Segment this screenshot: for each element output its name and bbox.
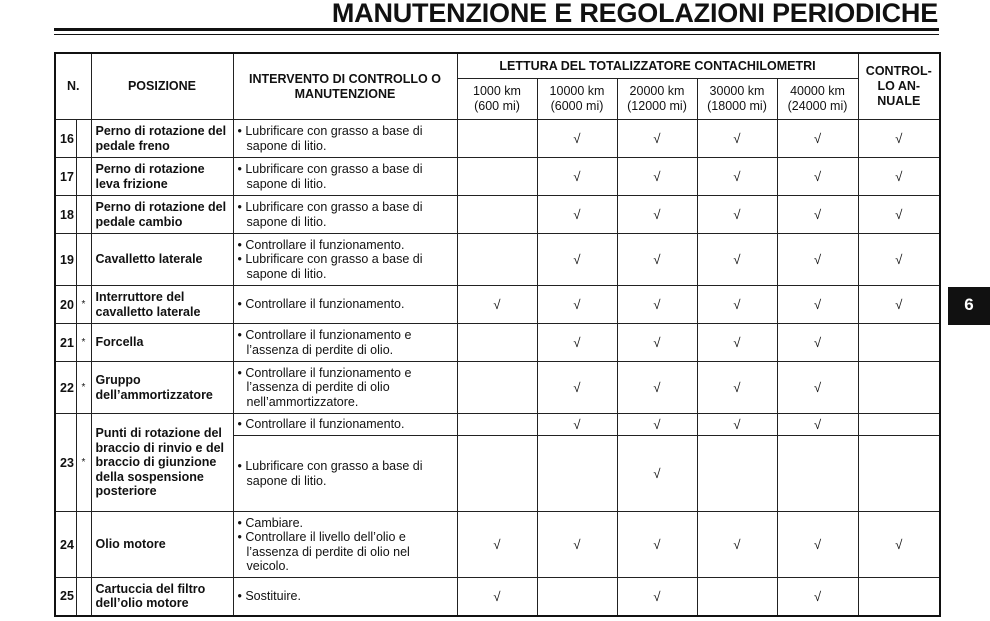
table-row — [55, 286, 940, 324]
row-number: 24 — [55, 512, 76, 578]
check-mark-icon: √ — [573, 131, 581, 146]
check-mark-icon: √ — [895, 297, 903, 312]
annual-check-cell — [858, 234, 940, 286]
check-mark-icon: √ — [573, 252, 581, 267]
table-row — [55, 120, 940, 158]
interval-check-cell — [537, 414, 617, 436]
interval-check-cell — [777, 286, 858, 324]
row-position: Cavalletto laterale — [91, 234, 233, 286]
interval-check-cell — [537, 578, 617, 616]
check-mark-icon: √ — [493, 297, 501, 312]
header-km-1: 1000 km (600 mi) — [457, 79, 537, 120]
row-action — [233, 286, 457, 324]
row-action — [233, 158, 457, 196]
interval-check-cell — [457, 512, 537, 578]
check-mark-icon: √ — [653, 335, 661, 350]
table-row — [55, 158, 940, 196]
interval-check-cell — [457, 436, 537, 512]
table-row — [55, 234, 940, 286]
check-mark-icon: √ — [895, 207, 903, 222]
interval-check-cell — [457, 196, 537, 234]
row-action — [233, 578, 457, 616]
interval-check-cell — [537, 436, 617, 512]
row-position: Cartuccia del filtro dell’olio motore — [91, 578, 233, 616]
table-row — [55, 578, 940, 616]
row-action — [233, 324, 457, 362]
interval-check-cell — [537, 512, 617, 578]
header-odometer: LETTURA DEL TOTALIZZATORE CONTACHILOMETRI — [457, 53, 858, 79]
row-position: Perno di rotazione del pedale cambio — [91, 196, 233, 234]
check-mark-icon: √ — [653, 417, 661, 432]
header-action: INTERVENTO DI CONTROLLO O MANUTENZIONE — [233, 53, 457, 120]
row-action — [233, 120, 457, 158]
annual-check-cell — [858, 578, 940, 616]
interval-check-cell — [777, 578, 858, 616]
annual-check-cell — [858, 414, 940, 436]
check-mark-icon: √ — [813, 207, 822, 222]
interval-check-cell — [457, 414, 537, 436]
check-mark-icon: √ — [653, 207, 661, 222]
header-km-2: 10000 km (6000 mi) — [537, 79, 617, 120]
annual-check-cell — [858, 196, 940, 234]
row-number: 18 — [55, 196, 76, 234]
interval-check-cell — [457, 324, 537, 362]
interval-check-cell — [777, 196, 858, 234]
maintenance-table — [54, 52, 941, 617]
row-action — [233, 234, 457, 286]
interval-check-cell — [617, 362, 697, 414]
row-number: 17 — [55, 158, 76, 196]
table-row — [55, 196, 940, 234]
interval-check-cell — [697, 286, 777, 324]
header-annual: CONTROL-LO AN-NUALE — [858, 53, 940, 120]
header-km-5: 40000 km (24000 mi) — [777, 79, 858, 120]
check-mark-icon: √ — [733, 169, 741, 184]
check-mark-icon: √ — [733, 417, 741, 432]
annual-check-cell — [858, 120, 940, 158]
interval-check-cell — [617, 196, 697, 234]
check-mark-icon: √ — [653, 466, 661, 481]
check-mark-icon: √ — [733, 297, 741, 312]
action-item: • Controllare il funzionamento. — [237, 297, 405, 312]
action-item: • Cambiare. — [237, 515, 304, 530]
check-mark-icon: √ — [733, 380, 741, 395]
check-mark-icon: √ — [653, 297, 661, 312]
row-action — [233, 362, 457, 414]
row-position: Gruppo dell’ammortizzatore — [91, 362, 233, 414]
row-position: Perno di rotazione leva frizione — [91, 158, 233, 196]
row-star-marker: * — [76, 414, 91, 512]
row-number: 22 — [55, 362, 76, 414]
check-mark-icon: √ — [573, 537, 581, 552]
annual-check-cell — [858, 286, 940, 324]
row-position: Punti di rotazione del braccio di rinvio e del braccio di giunzione della sospensione posteriore — [91, 414, 233, 512]
row-number: 25 — [55, 578, 76, 616]
interval-check-cell — [697, 414, 777, 436]
interval-check-cell — [537, 362, 617, 414]
interval-check-cell — [697, 196, 777, 234]
header-km-4: 30000 km (18000 mi) — [697, 79, 777, 120]
check-mark-icon: √ — [813, 252, 822, 267]
interval-check-cell — [777, 234, 858, 286]
row-star-marker: * — [76, 362, 91, 414]
interval-check-cell — [537, 286, 617, 324]
row-number: 16 — [55, 120, 76, 158]
interval-check-cell — [697, 120, 777, 158]
check-mark-icon: √ — [573, 297, 581, 312]
action-item: • Controllare il funzionamento e l’assenza di perdite di olio. — [237, 328, 412, 357]
interval-check-cell — [617, 578, 697, 616]
title-rule — [54, 28, 939, 31]
interval-check-cell — [697, 234, 777, 286]
section-tab: 6 — [948, 287, 990, 325]
interval-check-cell — [697, 512, 777, 578]
interval-check-cell — [617, 324, 697, 362]
interval-check-cell — [777, 512, 858, 578]
check-mark-icon: √ — [813, 297, 822, 312]
check-mark-icon: √ — [573, 169, 581, 184]
annual-check-cell — [858, 362, 940, 414]
annual-check-cell — [858, 436, 940, 512]
check-mark-icon: √ — [493, 588, 501, 604]
check-mark-icon: √ — [733, 252, 741, 267]
interval-check-cell — [537, 324, 617, 362]
interval-check-cell — [777, 436, 858, 512]
interval-check-cell — [617, 234, 697, 286]
row-star-marker: * — [76, 324, 91, 362]
check-mark-icon: √ — [573, 380, 581, 395]
row-number: 21 — [55, 324, 76, 362]
row-position: Olio motore — [91, 512, 233, 578]
check-mark-icon: √ — [573, 335, 581, 350]
interval-check-cell — [617, 512, 697, 578]
header-position: POSIZIONE — [91, 53, 233, 120]
check-mark-icon: √ — [813, 131, 822, 146]
action-item: • Controllare il funzionamento. — [237, 417, 405, 432]
check-mark-icon: √ — [653, 252, 661, 267]
table-row — [55, 512, 940, 578]
row-number: 23 — [55, 414, 76, 512]
interval-check-cell — [777, 120, 858, 158]
row-position: Perno di rotazione del pedale freno — [91, 120, 233, 158]
interval-check-cell — [537, 158, 617, 196]
action-item: • Sostituire. — [237, 589, 301, 603]
row-star-marker — [76, 158, 91, 196]
annual-check-cell — [858, 512, 940, 578]
row-star-marker — [76, 196, 91, 234]
interval-check-cell — [697, 324, 777, 362]
annual-check-cell — [858, 158, 940, 196]
check-mark-icon: √ — [813, 588, 822, 604]
check-mark-icon: √ — [813, 335, 822, 350]
interval-check-cell — [617, 286, 697, 324]
row-action — [233, 414, 457, 436]
action-item: • Lubrificare con grasso a base di sapone di litio. — [237, 162, 423, 191]
check-mark-icon: √ — [813, 417, 822, 432]
row-position: Forcella — [91, 324, 233, 362]
interval-check-cell — [777, 362, 858, 414]
interval-check-cell — [697, 436, 777, 512]
page-title: MANUTENZIONE E REGOLAZIONI PERIODICHE — [331, 0, 938, 28]
check-mark-icon: √ — [813, 380, 822, 395]
interval-check-cell — [697, 362, 777, 414]
interval-check-cell — [697, 578, 777, 616]
check-mark-icon: √ — [653, 588, 661, 604]
interval-check-cell — [777, 414, 858, 436]
interval-check-cell — [617, 436, 697, 512]
check-mark-icon: √ — [733, 131, 741, 146]
check-mark-icon: √ — [813, 169, 822, 184]
check-mark-icon: √ — [653, 380, 661, 395]
header-n: N. — [55, 53, 91, 120]
header-km-3: 20000 km (12000 mi) — [617, 79, 697, 120]
interval-check-cell — [617, 158, 697, 196]
interval-check-cell — [457, 120, 537, 158]
action-item: • Controllare il funzionamento e l’assenza di perdite di olio nell’ammortizzatore. — [237, 365, 412, 409]
row-star-marker: * — [76, 286, 91, 324]
interval-check-cell — [457, 234, 537, 286]
action-item: • Lubrificare con grasso a base di sapone di litio. — [237, 200, 423, 229]
row-action — [233, 436, 457, 512]
interval-check-cell — [457, 578, 537, 616]
action-item: • Controllare il funzionamento. — [237, 237, 405, 252]
interval-check-cell — [777, 158, 858, 196]
table-row — [55, 414, 940, 436]
row-star-marker — [76, 512, 91, 578]
interval-check-cell — [457, 362, 537, 414]
interval-check-cell — [537, 120, 617, 158]
interval-check-cell — [777, 324, 858, 362]
check-mark-icon: √ — [895, 537, 903, 552]
check-mark-icon: √ — [653, 169, 661, 184]
row-star-marker — [76, 120, 91, 158]
check-mark-icon: √ — [493, 537, 501, 552]
action-item: • Lubrificare con grasso a base di sapone di litio. — [237, 252, 423, 281]
action-item: • Lubrificare con grasso a base di sapone di litio. — [237, 124, 423, 153]
row-star-marker — [76, 578, 91, 616]
action-item: • Lubrificare con grasso a base di sapone di litio. — [237, 459, 423, 488]
interval-check-cell — [537, 196, 617, 234]
title-rule-thin — [54, 34, 939, 35]
row-star-marker — [76, 234, 91, 286]
check-mark-icon: √ — [573, 417, 581, 432]
interval-check-cell — [617, 414, 697, 436]
interval-check-cell — [457, 158, 537, 196]
check-mark-icon: √ — [733, 335, 741, 350]
row-position: Interruttore del cavalletto laterale — [91, 286, 233, 324]
row-number: 19 — [55, 234, 76, 286]
row-action — [233, 512, 457, 578]
check-mark-icon: √ — [733, 207, 741, 222]
check-mark-icon: √ — [813, 537, 822, 552]
table-row — [55, 324, 940, 362]
interval-check-cell — [617, 120, 697, 158]
row-number: 20 — [55, 286, 76, 324]
annual-check-cell — [858, 324, 940, 362]
check-mark-icon: √ — [733, 537, 741, 552]
check-mark-icon: √ — [895, 131, 903, 146]
check-mark-icon: √ — [653, 131, 661, 146]
action-item: • Controllare il livello dell’olio e l’assenza di perdite di olio nel veicolo. — [237, 530, 410, 573]
interval-check-cell — [457, 286, 537, 324]
interval-check-cell — [697, 158, 777, 196]
check-mark-icon: √ — [573, 207, 581, 222]
row-action — [233, 196, 457, 234]
check-mark-icon: √ — [895, 252, 903, 267]
interval-check-cell — [537, 234, 617, 286]
table-row — [55, 362, 940, 414]
check-mark-icon: √ — [895, 169, 903, 184]
check-mark-icon: √ — [653, 537, 661, 552]
